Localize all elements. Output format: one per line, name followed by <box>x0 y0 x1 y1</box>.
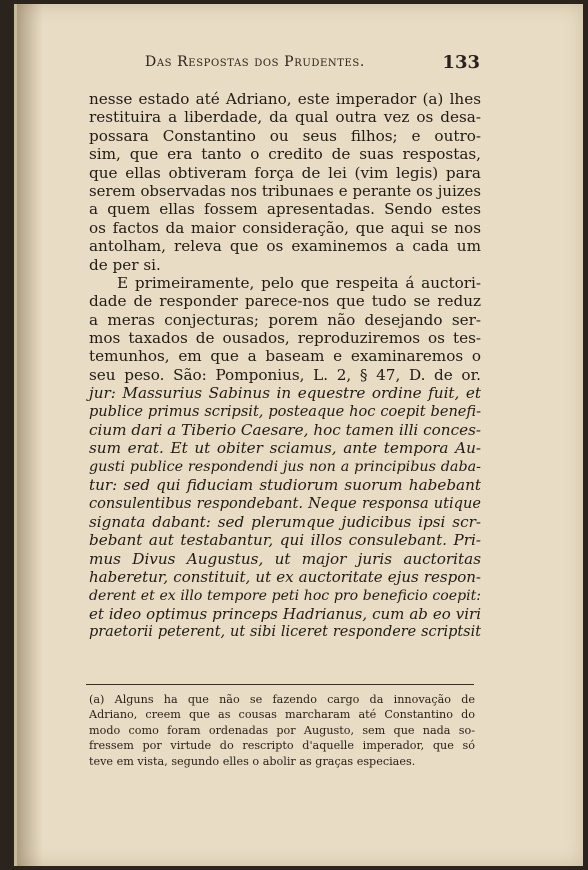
body-line: sim, que era tanto o credito de suas respostas, <box>89 145 481 164</box>
latin-quote-line: praetorii peterent, ut sibi liceret respondere scriptsit <box>89 624 481 641</box>
body-line: nesse estado até Adriano, este imperador (a) lhes <box>89 90 481 108</box>
body-line: serem observadas nos tribunaes e perante os juizes <box>89 181 481 200</box>
latin-quote-line: sum erat. Et ut obiter sciamus, ante tempora Au- <box>89 439 481 458</box>
latin-quote-line: gusti publice respondendi jus non a principibus daba- <box>89 458 481 475</box>
running-title: Das Respostas dos Prudentes. <box>145 54 365 70</box>
body-line: restituira a liberdade, da qual outra vez os desa- <box>89 108 481 127</box>
body-line: mos taxados de ousados, reproduziremos os tes- <box>89 329 481 348</box>
footnote-line: Adriano, creem que as cousas marcharam até Constantino do <box>89 708 475 722</box>
latin-quote-line: bebant aut testabantur, qui illos consulebant. Pri- <box>89 531 481 550</box>
body-line: temunhos, em que a baseam e examinaremos o <box>89 347 481 366</box>
body-line: a meras conjecturas; porem não desejando ser- <box>89 310 481 329</box>
body-line: E primeiramente, pelo que respeita á auctori- <box>117 273 481 292</box>
body-line: os factos da maior consideração, que aqui se nos <box>89 218 481 237</box>
footnote <box>89 692 475 769</box>
footnote-line: modo como foram ordenadas por Augusto, sem que nada so- <box>89 723 475 737</box>
latin-quote-line: consulentibus respondebant. Neque responsa utique <box>89 494 481 512</box>
page-header <box>145 52 480 74</box>
page-gutter-shadow <box>17 4 43 866</box>
latin-quote-line: et ideo optimus princeps Hadrianus, cum ab eo viri <box>89 604 481 623</box>
latin-quote-line: derent et ex illo tempore peti hoc pro beneficio coepit: <box>89 587 481 604</box>
footnote-line: (a) Alguns ha que não se fazendo cargo da innovação de <box>89 693 475 706</box>
body-line: antolham, releva que os examinemos a cada um <box>89 237 481 256</box>
footnote-line: teve em vista, segundo elles o abolir as graças especiaes. <box>89 754 416 768</box>
latin-quote-line: mus Divus Augustus, ut major juris auctoritas <box>89 549 481 568</box>
latin-quote-line: publice primus scripsit, posteaque hoc coepit benefi- <box>89 403 481 420</box>
body-line: possara Constantino ou seus filhos; e outro- <box>89 126 481 145</box>
latin-quote-line: cium dari a Tiberio Caesare, hoc tamen illi conces- <box>89 421 481 440</box>
latin-quote-line: signata dabant: sed plerumque judicibus ipsi scr- <box>89 512 481 531</box>
latin-quote-line: tur: sed qui fiduciam studiorum suorum habebant <box>89 476 481 495</box>
body-line: que ellas obtiveram força de lei (vim legis) para <box>89 163 481 182</box>
body-line: seu peso. São: Pomponius, L. 2, § 47, D. de or. <box>89 365 481 384</box>
page-number: 133 <box>442 52 480 73</box>
footnote-divider <box>86 684 474 685</box>
footnote-line: fressem por virtude do rescripto d'aquelle imperador, que só <box>89 739 475 753</box>
latin-quote-line: jur: Massurius Sabinus in equestre ordine fuit, et <box>89 384 481 403</box>
latin-quote-line: haberetur, constituit, ut ex auctoritate ejus respon- <box>89 568 481 587</box>
body-line: dade de responder parece-nos que tudo se reduz <box>89 292 481 311</box>
body-text <box>89 90 481 642</box>
body-line: a quem ellas fossem apresentadas. Sendo estes <box>89 200 481 219</box>
body-line: de per si. <box>89 255 161 274</box>
